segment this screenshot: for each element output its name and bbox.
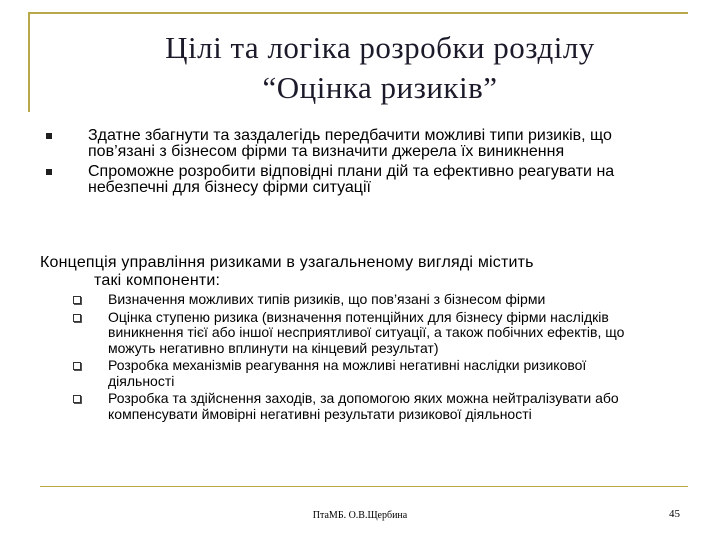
box-bullet-icon xyxy=(73,362,81,370)
component-item xyxy=(70,310,650,357)
goal-text: Здатне збагнути та заздалегідь передбачити можливі типи ризиків, що пов’язані з бізнесом фірми та визначити джерела їх виникнення xyxy=(88,127,612,160)
component-text: Визначення можливих типів ризиків, що пов’язані з бізнесом фірми xyxy=(108,291,546,307)
box-bullet-icon xyxy=(73,395,81,403)
goal-item xyxy=(40,164,680,196)
footer-author: ПтаМБ. О.В.Щербина xyxy=(312,510,408,521)
box-bullet-icon xyxy=(73,314,81,322)
square-bullet-icon xyxy=(46,169,52,175)
goal-text: Спроможне розробити відповідні плани дій та ефективно реагувати на небезпечні для бізнесу фірми ситуації xyxy=(88,163,615,196)
component-text: Оцінка ступеню ризика (визначення потенційних для бізнесу фірми наслідків виникнення тієї або іншої несприятливої ситуації, а також побічних ефектів, що можуть негативно вплинути на кінцевий результат) xyxy=(108,308,625,356)
page-number: 45 xyxy=(669,508,680,520)
footer-divider xyxy=(40,486,688,487)
concept-intro xyxy=(40,254,652,290)
components-list xyxy=(70,292,650,424)
square-bullet-icon xyxy=(46,133,52,139)
intro-line-2: такі компоненти: xyxy=(94,272,221,289)
frame-vertical-line xyxy=(28,12,30,112)
component-text: Розробка та здійснення заходів, за допомогою яких можна нейтралізувати або компенсувати ймовірні негативні результати ризикової діяльності xyxy=(108,390,619,422)
slide-title xyxy=(70,28,690,108)
intro-line-1: Концепція управління ризиками в узагальненому вигляді містить xyxy=(40,254,534,271)
component-text: Розробка механізмів реагування на можливі негативні наслідки ризикової діяльності xyxy=(108,357,587,389)
component-item xyxy=(70,358,650,389)
goal-item xyxy=(40,128,680,160)
title-line-1: Цілі та логіка розробки розділу xyxy=(165,30,595,65)
frame-horizontal-line xyxy=(28,12,688,14)
box-bullet-icon xyxy=(73,296,81,304)
component-item xyxy=(70,292,650,308)
component-item xyxy=(70,391,650,422)
goals-list xyxy=(40,128,680,200)
title-line-2: “Оцінка ризиків” xyxy=(262,70,498,105)
